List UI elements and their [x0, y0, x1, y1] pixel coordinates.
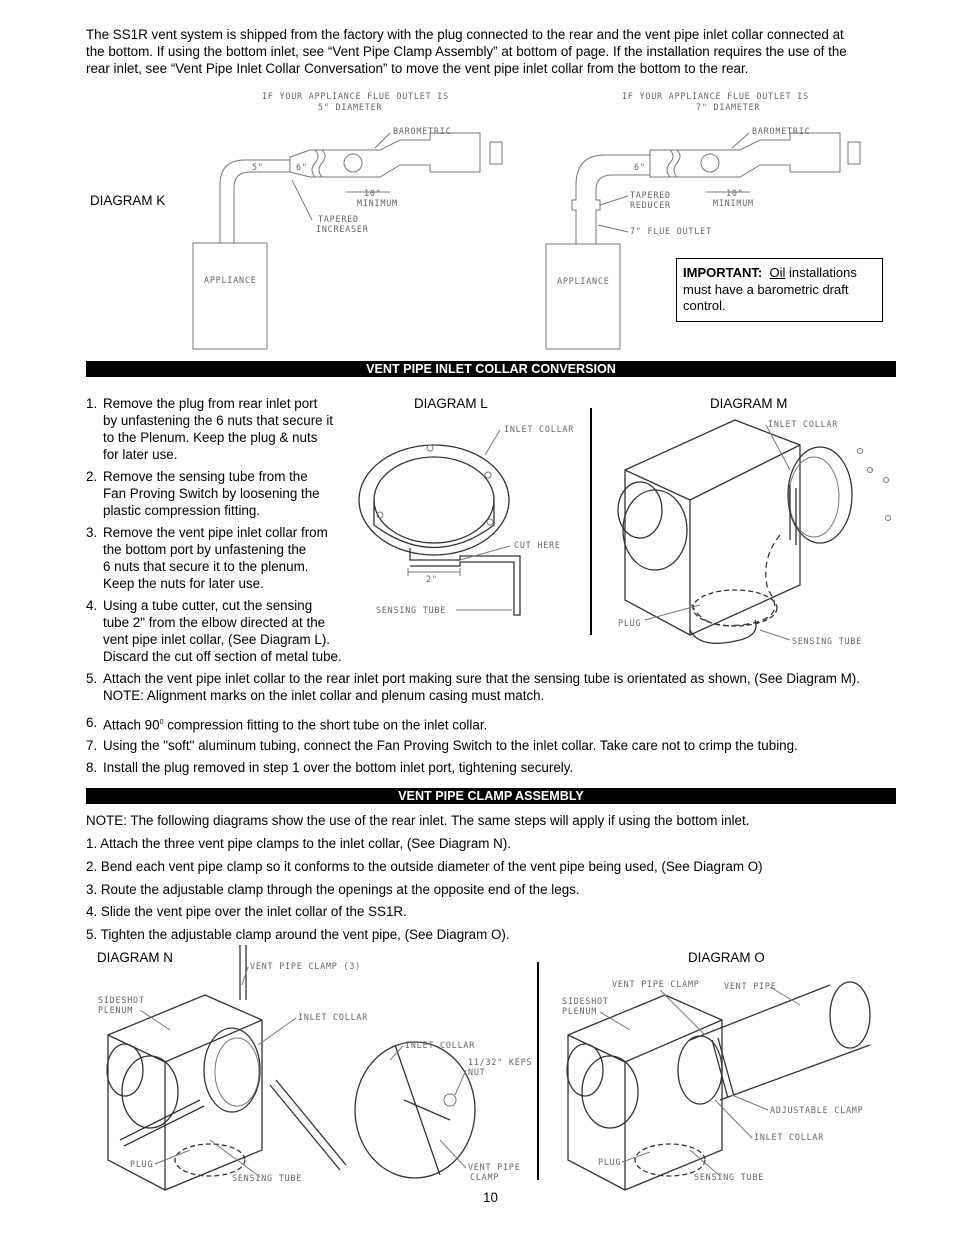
- n-clamp: CLAMP: [470, 1172, 500, 1182]
- n-inlet-collar-label: INLET COLLAR: [298, 1012, 369, 1022]
- o-sideshot: SIDESHOT: [562, 996, 609, 1006]
- step-6: 6. Attach $90^0$ compression fitting to the short tube on the inlet collar.: [86, 715, 488, 733]
- k-left-size-6: 6": [296, 162, 308, 172]
- important-line-3: control.: [683, 298, 726, 313]
- l-sensing-tube-label: SENSING TUBE: [376, 605, 447, 615]
- diagram-n-label: DIAGRAM N: [97, 950, 173, 965]
- l-cut-here: CUT HERE: [514, 540, 561, 550]
- n-clamp-leg-top: [240, 945, 246, 1000]
- page-number: 10: [483, 1190, 498, 1205]
- clamp-step-3: 3. Route the adjustable clamp through the openings at the opposite end of the legs.: [86, 882, 580, 897]
- k-left-increaser: INCREASER: [316, 224, 369, 234]
- n-sensing-tube-label: SENSING TUBE: [232, 1173, 303, 1183]
- n-keps-nut: [444, 1094, 456, 1106]
- k-right-size-6: 6": [634, 162, 646, 172]
- k-right-header-2: 7" DIAMETER: [696, 102, 761, 112]
- diagram-k-label: DIAGRAM K: [90, 193, 166, 208]
- o-plenum-box: [568, 995, 722, 1190]
- n-plenum: PLENUM: [98, 1005, 134, 1015]
- n-fan-switch: [122, 1056, 178, 1128]
- n-rear-port: [107, 1044, 143, 1096]
- step-1: 1. Remove the plug from rear inlet port by unfastening the 6 nuts that secure it to the Plenum. Keep the plug & nuts for later use.: [86, 396, 334, 462]
- n-keps-1: 11/32" KEPS: [468, 1057, 533, 1067]
- k-left-minimum: MINIMUM: [357, 198, 398, 208]
- k-left-header-1: IF YOUR APPLIANCE FLUE OUTLET IS: [262, 91, 449, 101]
- intro-line-1: The SS1R vent system is shipped from the factory with the plug connected to the rear and the vent pipe inlet collar connected at: [86, 27, 844, 42]
- n-sideshot: SIDESHOT: [98, 995, 145, 1005]
- k-left-header-2: 5" DIAMETER: [318, 102, 383, 112]
- intro-line-2: the bottom. If using the bottom inlet, see “Vent Pipe Clamp Assembly” at bottom of page. If the installation requires the use of the: [86, 44, 847, 59]
- important-oil: Oil: [769, 265, 786, 280]
- step-3: 3. Remove the vent pipe inlet collar from the bottom port by unfastening the 6 nuts that secure it to the plenum. Keep the nuts for later use.: [86, 525, 328, 591]
- k-right-appliance-label: APPLIANCE: [557, 276, 610, 286]
- k-left-barometric: BAROMETRIC: [393, 126, 452, 136]
- clamp-note: NOTE: The following diagrams show the use of the rear inlet. The same steps will apply if using the bottom inlet.: [86, 813, 750, 828]
- k-right-tapered: TAPERED: [630, 190, 671, 200]
- diagram-o-label: DIAGRAM O: [688, 950, 765, 965]
- l-inlet-collar: INLET COLLAR: [504, 424, 575, 434]
- n-clamp-leg-right: [270, 1080, 346, 1170]
- diagram-l-label: DIAGRAM L: [414, 396, 488, 411]
- o-adjustable-clamp-label: ADJUSTABLE CLAMP: [770, 1105, 864, 1115]
- important-line-2: must have a barometric draft: [683, 281, 849, 297]
- k-left-tapered: TAPERED: [318, 214, 359, 224]
- k-right-minimum: MINIMUM: [713, 198, 754, 208]
- n-sensing-tube: [120, 1100, 204, 1146]
- k-right-flue-outlet: 7" FLUE OUTLET: [630, 226, 712, 236]
- section-header-collar-conversion: VENT PIPE INLET COLLAR CONVERSION: [86, 361, 896, 377]
- n-plug: PLUG: [130, 1159, 154, 1169]
- o-inlet-collar: [678, 1036, 722, 1104]
- m-inlet-collar-label: INLET COLLAR: [768, 419, 839, 429]
- o-plenum: PLENUM: [562, 1006, 598, 1016]
- k-left-size-5: 5": [252, 162, 264, 172]
- clamp-step-2: 2. Bend each vent pipe clamp so it conforms to the outside diameter of the vent pipe being used, (See Diagram O): [86, 859, 763, 874]
- k-left-appliance-label: APPLIANCE: [204, 275, 257, 285]
- n-vent-pipe: VENT PIPE: [468, 1162, 521, 1172]
- k-right-reducer: REDUCER: [630, 200, 671, 210]
- step-5: 5. Attach the vent pipe inlet collar to the rear inlet port making sure that the sensing tube is orientated as shown, (See Diagram M). NOTE: Alignment marks on the inlet collar and plenum casing must match.: [86, 671, 860, 703]
- n-vent-pipe-clamp-3: VENT PIPE CLAMP (3): [250, 961, 362, 971]
- m-sensing-tube-label: SENSING TUBE: [792, 636, 863, 646]
- step-7: 7. Using the "soft" aluminum tubing, connect the Fan Proving Switch to the inlet collar. Take care not to crimp the tubing.: [86, 738, 798, 753]
- l-two-inch: 2": [426, 574, 438, 584]
- o-fan-switch: [582, 1056, 638, 1128]
- o-vent-pipe-label: VENT PIPE: [724, 981, 777, 991]
- o-sensing-tube: SENSING TUBE: [694, 1172, 765, 1182]
- k-right-min-10: 10": [726, 188, 744, 198]
- clamp-step-4: 4. Slide the vent pipe over the inlet collar of the SS1R.: [86, 904, 407, 919]
- important-label: IMPORTANT:: [683, 265, 763, 280]
- n-inlet-collar-detail: INLET COLLAR: [405, 1040, 476, 1050]
- step-4: 4. Using a tube cutter, cut the sensing tube 2" from the elbow directed at the vent pipe inlet collar, (See Diagram L). Discard the cut off section of metal tube.: [86, 598, 342, 664]
- clamp-step-1: 1. Attach the three vent pipe clamps to the inlet collar, (See Diagram N).: [86, 836, 511, 851]
- o-vent-pipe-clamp: VENT PIPE CLAMP: [612, 979, 700, 989]
- o-adjustable-clamp: [712, 1038, 734, 1098]
- intro-line-3: rear inlet, see “Vent Pipe Inlet Collar Conversation” to move the vent pipe inlet collar from the bottom to the rear.: [86, 61, 749, 76]
- o-vent-pipe-end: [830, 982, 870, 1048]
- n-keps-2: NUT: [468, 1067, 486, 1077]
- section-header-clamp-assembly: VENT PIPE CLAMP ASSEMBLY: [86, 788, 896, 804]
- important-rest: installations: [785, 265, 857, 280]
- k-right-barometric: BAROMETRIC: [752, 126, 811, 136]
- o-vent-pipe: [690, 985, 870, 1100]
- n-inlet-collar: [204, 1028, 260, 1112]
- step-2: 2. Remove the sensing tube from the Fan Proving Switch by loosening the plastic compression fitting.: [86, 469, 320, 518]
- k-left-min-10: 10": [364, 188, 382, 198]
- diagram-m-label: DIAGRAM M: [710, 396, 788, 411]
- clamp-step-5: 5. Tighten the adjustable clamp around the vent pipe, (See Diagram O).: [86, 927, 510, 942]
- m-plug-label: PLUG: [618, 618, 642, 628]
- o-rear-port: [567, 1044, 603, 1096]
- k-right-header-1: IF YOUR APPLIANCE FLUE OUTLET IS: [622, 91, 809, 101]
- o-inlet-collar-label: INLET COLLAR: [754, 1132, 825, 1142]
- o-plug: PLUG: [598, 1157, 622, 1167]
- step-8: 8. Install the plug removed in step 1 over the bottom inlet port, tightening securely.: [86, 760, 574, 775]
